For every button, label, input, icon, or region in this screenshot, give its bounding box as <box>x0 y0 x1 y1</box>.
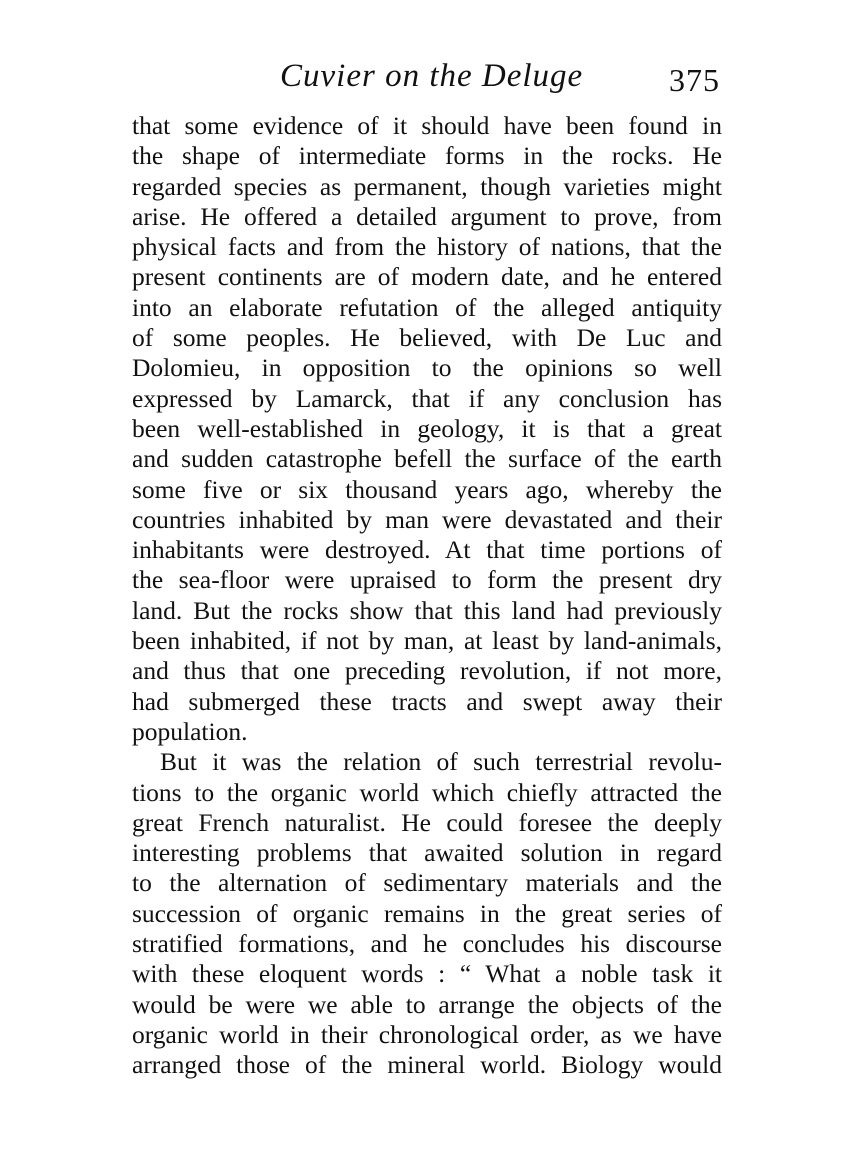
text-line: of some peoples. He believed, with De Luc and <box>132 323 722 353</box>
running-title: Cuvier on the Deluge <box>280 58 584 94</box>
text-line: that some evidence of it should have been found in <box>132 111 722 140</box>
text-line: had submerged these tracts and swept away their <box>132 686 722 716</box>
text-line: organic world in their chronological order, as we have <box>132 1019 722 1049</box>
text-line: stratified formations, and he concludes his discourse <box>132 929 722 959</box>
running-head <box>130 56 720 104</box>
text-line: been well-established in geology, it is that a great <box>132 413 722 443</box>
text-line: interesting problems that awaited solution in regard <box>132 838 722 868</box>
text-line: would be were we able to arrange the objects of the <box>132 989 722 1019</box>
text-line: tions to the organic world which chiefly attracted the <box>132 777 722 807</box>
text-line: succession of organic remains in the great series of <box>132 898 722 928</box>
text-line: the shape of intermediate forms in the rocks. He <box>132 141 722 171</box>
text-line: into an elaborate refutation of the alleged antiquity <box>132 292 722 322</box>
text-line: Dolomieu, in opposition to the opinions so well <box>132 353 722 383</box>
page-number: 375 <box>669 62 720 98</box>
text-line: arise. He offered a detailed argument to prove, from <box>132 201 722 231</box>
text-line: inhabitants were destroyed. At that time portions of <box>132 535 722 565</box>
body-text <box>132 111 722 1081</box>
text-line: But it was the relation of such terrestrial revolu- <box>160 747 722 777</box>
text-line: with these eloquent words : “ What a noble task it <box>132 959 722 989</box>
text-line: countries inhabited by man were devastated and their <box>132 504 722 534</box>
text-line: to the alternation of sedimentary materials and the <box>132 868 722 898</box>
text-line: been inhabited, if not by man, at least by land-animals, <box>132 626 722 656</box>
text-line: great French naturalist. He could foresee the deeply <box>132 807 722 837</box>
text-line: and sudden catastrophe befell the surface of the earth <box>132 444 722 474</box>
text-line: physical facts and from the history of nations, that the <box>132 232 722 262</box>
text-line: and thus that one preceding revolution, if not more, <box>132 656 722 686</box>
text-line: arranged those of the mineral world. Biology would <box>132 1050 722 1080</box>
text-line: expressed by Lamarck, that if any conclusion has <box>132 383 722 413</box>
text-line: some five or six thousand years ago, whereby the <box>132 474 722 504</box>
text-line: regarded species as permanent, though varieties might <box>132 171 722 201</box>
text-line: land. But the rocks show that this land had previously <box>132 595 722 625</box>
text-line: present continents are of modern date, and he entered <box>132 262 722 292</box>
text-line: the sea-floor were upraised to form the present dry <box>132 565 722 595</box>
text-line: population. <box>132 716 248 746</box>
